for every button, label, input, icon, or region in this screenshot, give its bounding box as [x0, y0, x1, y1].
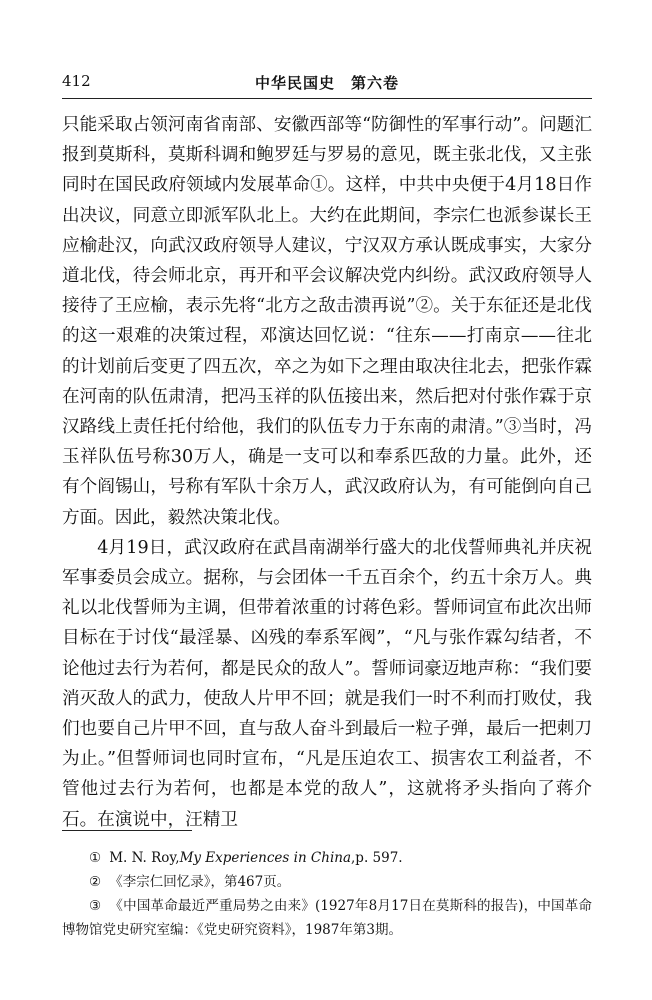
- footnote-2: [62, 870, 592, 894]
- footnote-mark: ①: [89, 850, 102, 866]
- footnote-3-text: 《中国革命最近严重局势之由来》(1927年8月17日在莫斯科的报告)，中国革命博物馆党史研究室编：《党史研究资料》，1987年第3期。: [62, 898, 592, 938]
- footnote-mark: ②: [89, 874, 102, 890]
- footnote-1-title: My Experiences in China: [179, 850, 352, 866]
- page-header: [62, 72, 592, 96]
- running-title: 中华民国史 第六卷: [254, 74, 399, 92]
- footnote-1: [62, 846, 592, 870]
- paragraph-1: 只能采取占领河南省南部、安徽西部等“防御性的军事行动”。问题汇报到莫斯科，莫斯科调和鲍罗廷与罗易的意见，既主张北伐，又主张同时在国民政府领域内发展革命①。这样，中共中央便于4月18日作出决议，同意立即派军队北上。大约在此期间，李宗仁也派参谋长王应榆赴汉，向武汉政府领导人建议，宁汉双方承认既成事实，大家分道北伐，待会师北京，再开和平会议解决党内纠纷。武汉政府领导人接待了王应榆，表示先将“北方之敌击溃再说”②。关于东征还是北伐的这一艰难的决策过程，邓演达回忆说：“往东——打南京——往北的计划前后变更了四五次，卒之为如下之理由取决往北去，把张作霖在河南的队伍肃清，把冯玉祥的队伍接出来，然后把对付张作霖于京汉路线上责任托付给他，我们的队伍专力于东南的肃清。”③当时，冯玉祥队伍号称30万人，确是一支可以和奉系匹敌的力量。此外，还有个阎锡山，号称有军队十余万人，武汉政府认为，有可能倒向自己方面。因此，毅然决策北伐。: [62, 115, 592, 528]
- footnote-1-author: M. N. Roy,: [109, 850, 180, 866]
- footnote-3: [62, 894, 592, 942]
- footnote-mark: ③: [89, 898, 102, 914]
- header-rule: [62, 98, 592, 99]
- page-number: 412: [62, 72, 91, 90]
- footnote-1-page: ,p. 597.: [351, 850, 403, 866]
- body-text: [62, 110, 592, 835]
- footnotes: [62, 846, 592, 942]
- paragraph-2: 4月19日，武汉政府在武昌南湖举行盛大的北伐誓师典礼并庆祝军事委员会成立。据称，与会团体一千五百余个，约五十余万人。典礼以北伐誓师为主调，但带着浓重的讨蒋色彩。誓师词宣布此次出师目标在于讨伐“最淫暴、凶残的奉系军阀”，“凡与张作霖勾结者，不论他过去行为若何，都是民众的敌人”。誓师词豪迈地声称：“我们要消灭敌人的武力，使敌人片甲不回；就是我们一时不利而打败仗，我们也要自己片甲不回，直与敌人奋斗到最后一粒子弹，最后一把刺刀为止。”但誓师词也同时宣布，“凡是压迫农工、损害农工利益者，不管他过去行为若何，也都是本党的敌人”，这就将矛头指向了蒋介石。在演说中，汪精卫: [62, 537, 592, 830]
- footnote-rule: [62, 830, 192, 831]
- footnote-2-text: 《李宗仁回忆录》，第467页。: [109, 874, 291, 890]
